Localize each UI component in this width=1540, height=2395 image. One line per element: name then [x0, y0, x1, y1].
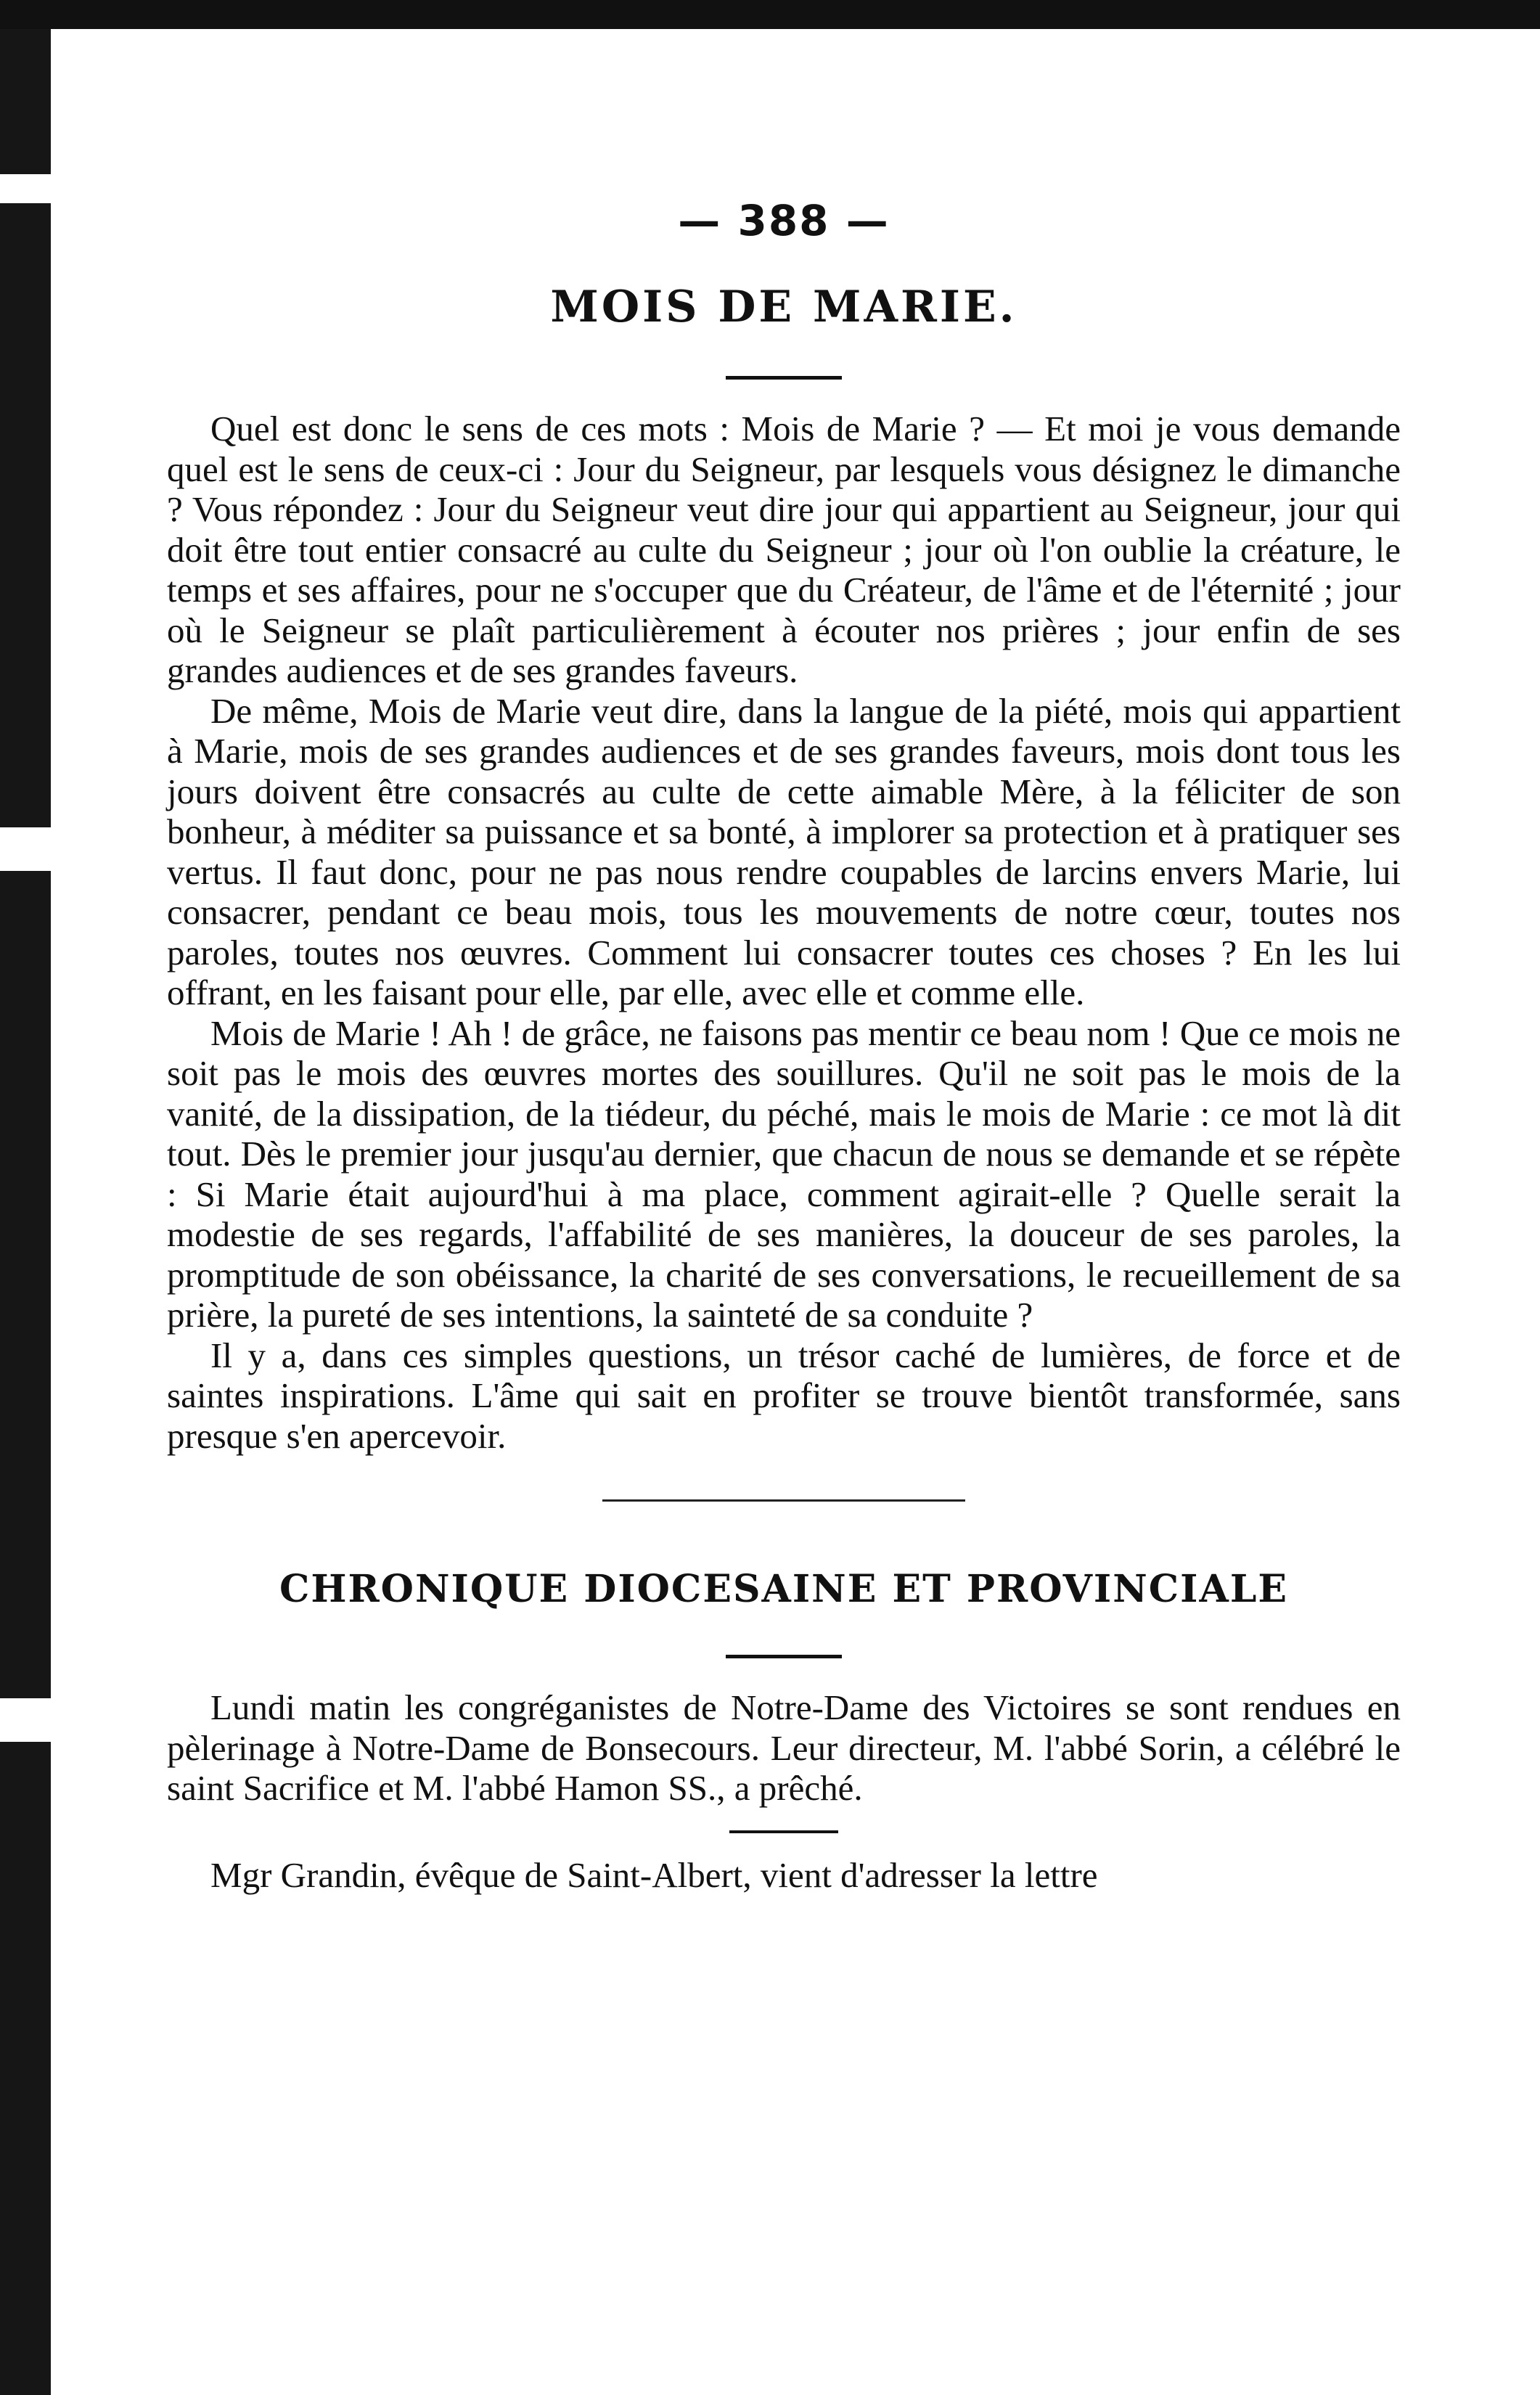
- paragraph: Quel est donc le sens de ces mots : Mois de Marie ? — Et moi je vous demande quel est le sens de ceux-ci : Jour du Seigneur, par lesquels vous désignez le dimanche ? Vous répondez : Jour du Seigneur veut dire jour qui appartient au Seigneur, jour qui doit être tout entier consacré au culte du Seigneur ; jour où l'on oublie la créature, le temps et ses affaires, pour ne s'occuper que du Créateur, de l'âme et de l'éternité ; jour où le Seigneur se plaît particulièrement à écouter nos prières ; jour enfin de ses grandes audiences et de ses grandes faveurs.: [167, 409, 1401, 690]
- document-page: [167, 196, 1401, 1895]
- section-title-mois-de-marie: MOIS DE MARIE.: [550, 282, 1017, 332]
- page-number: — 388 —: [678, 196, 890, 245]
- mois-de-marie-body: [167, 409, 1401, 1456]
- paragraph: Il y a, dans ces simples questions, un trésor caché de lumières, de force et de saintes inspirations. L'âme qui sait en profiter se trouve bientôt transformée, sans presque s'en apercevoir.: [167, 1335, 1401, 1456]
- paragraph: De même, Mois de Marie veut dire, dans la langue de la piété, mois qui appartient à Marie, mois de ses grandes audiences et de ses grandes faveurs, mois dont tous les jours doivent être consacrés au culte de cette aimable Mère, à la féliciter de son bonheur, à méditer sa puissance et sa bonté, à implorer sa protection et à pratiquer ses vertus. Il faut donc, pour ne pas nous rendre coupables de larcins envers Marie, lui consacrer, pendant ce beau mois, tous les mouvements de notre cœur, toutes nos paroles, toutes nos œuvres. Comment lui consacrer toutes ces choses ? En les lui offrant, en les faisant pour elle, par elle, avec elle et comme elle.: [167, 690, 1401, 1012]
- title-underline: [726, 1655, 842, 1658]
- section-title-chronique: CHRONIQUE DIOCESAINE ET PROVINCIALE: [279, 1567, 1289, 1611]
- title-underline: [726, 376, 842, 380]
- chronique-body: [167, 1687, 1401, 1895]
- paragraph: Lundi matin les congréganistes de Notre-Dame des Victoires se sont rendues en pèlerinage à Notre-Dame de Bonsecours. Leur directeur, M. l'abbé Sorin, a célébré le saint Sacrifice et M. l'abbé Hamon SS., a prêché.: [167, 1687, 1401, 1808]
- top-border-rule: [0, 0, 1540, 29]
- section-separator: [602, 1499, 965, 1502]
- left-scan-border: [0, 29, 51, 2395]
- paragraph: Mois de Marie ! Ah ! de grâce, ne faisons pas mentir ce beau nom ! Que ce mois ne soit pas le mois des œuvres mortes des souillures. Qu'il ne soit pas le mois de la vanité, de la dissipation, de la tiédeur, du péché, mais le mois de Marie : ce mot là dit tout. Dès le premier jour jusqu'au dernier, que chacun de nous se demande et se répète : Si Marie était aujourd'hui à ma place, comment agirait-elle ? Quelle serait la modestie de ses regards, l'affabilité de ses manières, la douceur de ses paroles, la promptitude de son obéissance, la charité de ses conversations, le recueillement de sa prière, la pureté de ses intentions, la sainteté de sa conduite ?: [167, 1012, 1401, 1335]
- item-separator: [729, 1830, 838, 1833]
- paragraph: Mgr Grandin, évêque de Saint-Albert, vient d'adresser la lettre: [210, 1854, 1098, 1895]
